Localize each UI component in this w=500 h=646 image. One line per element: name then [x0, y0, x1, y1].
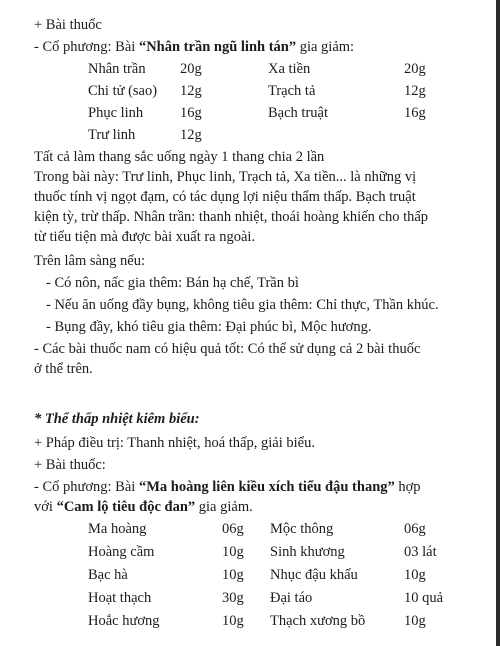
herb-name: Mộc thông	[270, 521, 334, 537]
herb-name: Nhân trần	[88, 61, 146, 77]
herb-dose: 20g	[404, 61, 426, 77]
paragraph-line: kiện tỳ, trừ thấp. Nhân trần: thanh nhiệt, thoái hoàng khiến cho thấp	[34, 209, 429, 225]
bullet-title: + Bài thuốc:	[34, 457, 106, 473]
herb-dose: 06g	[404, 521, 426, 537]
herb-dose: 10g	[404, 613, 426, 629]
herb-dose: 03 lát	[404, 544, 437, 560]
formula-prefix: - Cổ phương: Bài	[34, 39, 139, 55]
formula-name: “Nhân trần ngũ linh tán”	[138, 39, 297, 55]
herb-name: Đại táo	[270, 590, 313, 606]
paragraph-line: Trên lâm sàng nếu:	[34, 253, 146, 269]
formula-prefix: với	[34, 499, 57, 515]
paragraph-line: Tất cả làm thang sắc uống ngày 1 thang chia 2 lần	[34, 149, 325, 165]
formula-suffix: gia giảm.	[195, 499, 253, 515]
bullet-title: + Bài thuốc	[34, 17, 102, 33]
herb-row	[0, 566, 500, 584]
herb-row	[0, 104, 500, 122]
herb-row	[0, 520, 500, 538]
formula-prefix: - Cổ phương: Bài	[34, 479, 139, 495]
herb-dose: 10g	[222, 613, 244, 629]
paragraph-line: Trong bài này: Trư linh, Phục linh, Trạch tả, Xa tiền... là những vị	[34, 169, 417, 185]
herb-row	[0, 589, 500, 607]
herb-dose: 16g	[404, 105, 426, 121]
herb-dose: 12g	[180, 127, 202, 143]
herb-name: Hoắc hương	[88, 613, 160, 629]
herb-name: Bạch truật	[268, 105, 328, 121]
formula-mid: hợp	[394, 479, 421, 495]
herb-row	[0, 82, 500, 100]
method-line: + Pháp điều trị: Thanh nhiệt, hoá thấp, giải biểu.	[34, 435, 315, 451]
page-edge-border	[496, 0, 500, 646]
note-line: ở thể trên.	[34, 361, 93, 377]
herb-name: Sinh khương	[270, 544, 345, 560]
herb-dose: 06g	[222, 521, 244, 537]
herb-dose: 10 quả	[404, 590, 444, 606]
herb-name: Trư linh	[88, 127, 136, 143]
herb-name: Trạch tả	[268, 83, 316, 99]
herb-row	[0, 126, 500, 144]
formula-name: “Cam lộ tiêu độc đan”	[56, 499, 196, 515]
clinical-item: - Có nôn, nấc gia thêm: Bán hạ chế, Trần bì	[46, 275, 299, 291]
herb-dose: 20g	[180, 61, 202, 77]
clinical-item: - Nếu ăn uống đầy bụng, không tiêu gia thêm: Chỉ thực, Thần khúc.	[46, 297, 439, 313]
herb-row	[0, 612, 500, 630]
formula-name: “Ma hoàng liên kiều xích tiểu đậu thang”	[138, 479, 395, 495]
herb-name: Hoạt thạch	[88, 590, 152, 606]
formula-suffix: gia giảm:	[296, 39, 355, 55]
formula-line	[34, 498, 253, 516]
herb-name: Bạc hà	[88, 567, 128, 583]
formula-line	[34, 38, 354, 56]
herb-dose: 10g	[222, 567, 244, 583]
herb-name: Phục linh	[88, 105, 144, 121]
herb-name: Nhục đậu khấu	[270, 567, 358, 583]
herb-name: Hoàng cầm	[88, 544, 155, 560]
herb-name: Chi tử (sao)	[88, 83, 158, 99]
paragraph-line: thuốc tính vị ngọt đạm, có tác dụng lợi niệu thẩm thấp. Bạch truật	[34, 189, 416, 205]
herb-dose: 12g	[180, 83, 202, 99]
herb-row	[0, 60, 500, 78]
section-heading: * Thể thấp nhiệt kiêm biểu:	[34, 411, 200, 427]
herb-dose: 16g	[180, 105, 202, 121]
formula-line	[34, 478, 421, 496]
clinical-item: - Bụng đầy, khó tiêu gia thêm: Đại phúc bì, Mộc hương.	[46, 319, 372, 335]
note-line: - Các bài thuốc nam có hiệu quả tốt: Có thể sử dụng cả 2 bài thuốc	[34, 341, 421, 357]
herb-name: Thạch xương bồ	[270, 613, 366, 629]
herb-row	[0, 543, 500, 561]
herb-dose: 30g	[222, 590, 244, 606]
herb-dose: 10g	[222, 544, 244, 560]
paragraph-line: từ tiểu tiện mà được bài xuất ra ngoài.	[34, 229, 256, 245]
herb-dose: 12g	[404, 83, 426, 99]
herb-name: Ma hoàng	[88, 521, 147, 537]
herb-name: Xa tiền	[268, 61, 311, 77]
herb-dose: 10g	[404, 567, 426, 583]
